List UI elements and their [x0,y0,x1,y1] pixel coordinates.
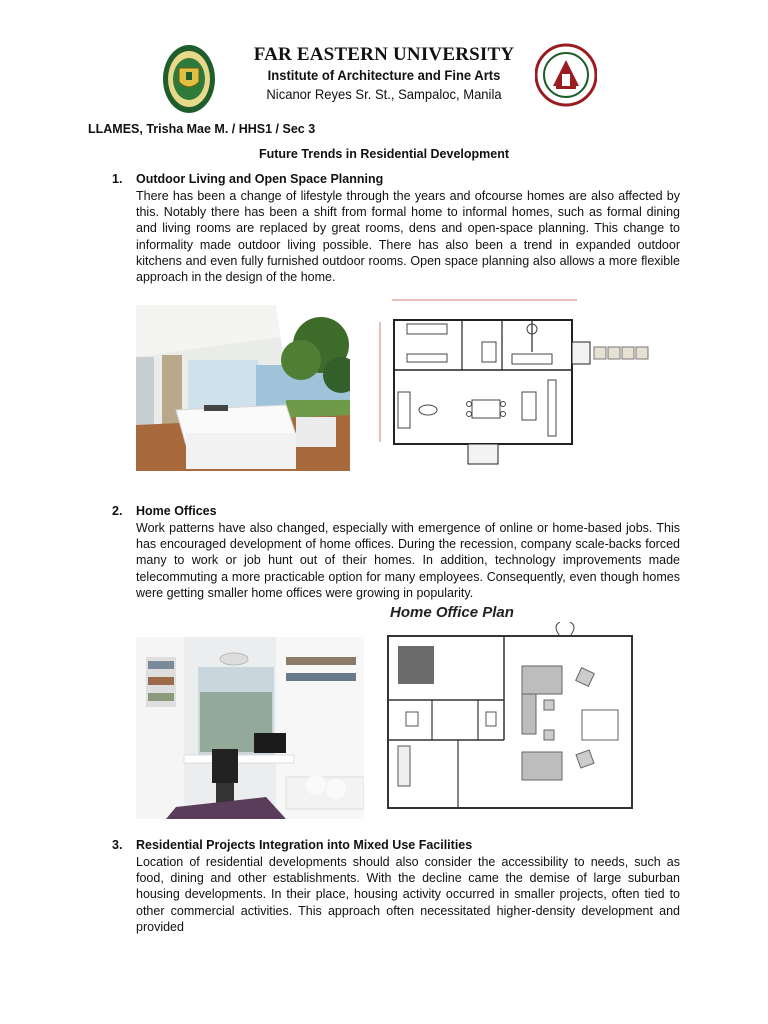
section-number: 1. [112,172,123,186]
home-office-floor-plan [382,622,640,818]
home-office-plan-title: Home Office Plan [390,604,514,621]
section-body: Location of residential developments should also consider the accessibility to needs, such as food, dining and other establishments. With the decline came the demise of large suburban housing developments. In their place, housing activity occurred in smaller projects, often tied to other commercial activities. This approach often necessitated higher-density development and provided [136,855,680,934]
section-body: Work patterns have also changed, especially with emergence of online or home-based jobs. This has encouraged development of home offices. During the recession, company scale-backs forced many to work or job hunt out of their homes. In addition, technology improvements made telecommuting a more practicable option for many employees. Consequently, even though homes were getting smaller home offices were growing in popularity. [136,521,680,600]
home-office-photo [136,637,364,819]
section-body: There has been a change of lifestyle through the years and ofcourse homes are also affected by this. Notably there has been a shift from formal home to informal homes, such as formal dining and living rooms are replaced by great rooms, dens and open-space planning. This change to informality made outdoor living possible. There has also been a trend in expanded outdoor kitchens and even fully furnished outdoor rooms. Open space planning also allows a more flexible approach in the design of the home. [136,189,680,285]
section-number: 2. [112,504,123,518]
institute-name: Institute of Architecture and Fine Arts [267,67,501,83]
section-title: Residential Projects Integration into Mixed Use Facilities [136,838,473,852]
university-address: Nicanor Reyes Sr. St., Sampaloc, Manila [266,86,502,102]
section-number: 3. [112,838,123,852]
student-line: LLAMES, Trisha Mae M. / HHS1 / Sec 3 [88,122,316,136]
section-title: Outdoor Living and Open Space Planning [136,172,384,186]
outdoor-kitchen-photo [136,305,350,471]
university-name: FAR EASTERN UNIVERSITY [253,44,515,65]
document-title: Future Trends in Residential Development [258,147,510,161]
open-space-floor-plan [372,292,650,470]
section-title: Home Offices [136,504,217,518]
